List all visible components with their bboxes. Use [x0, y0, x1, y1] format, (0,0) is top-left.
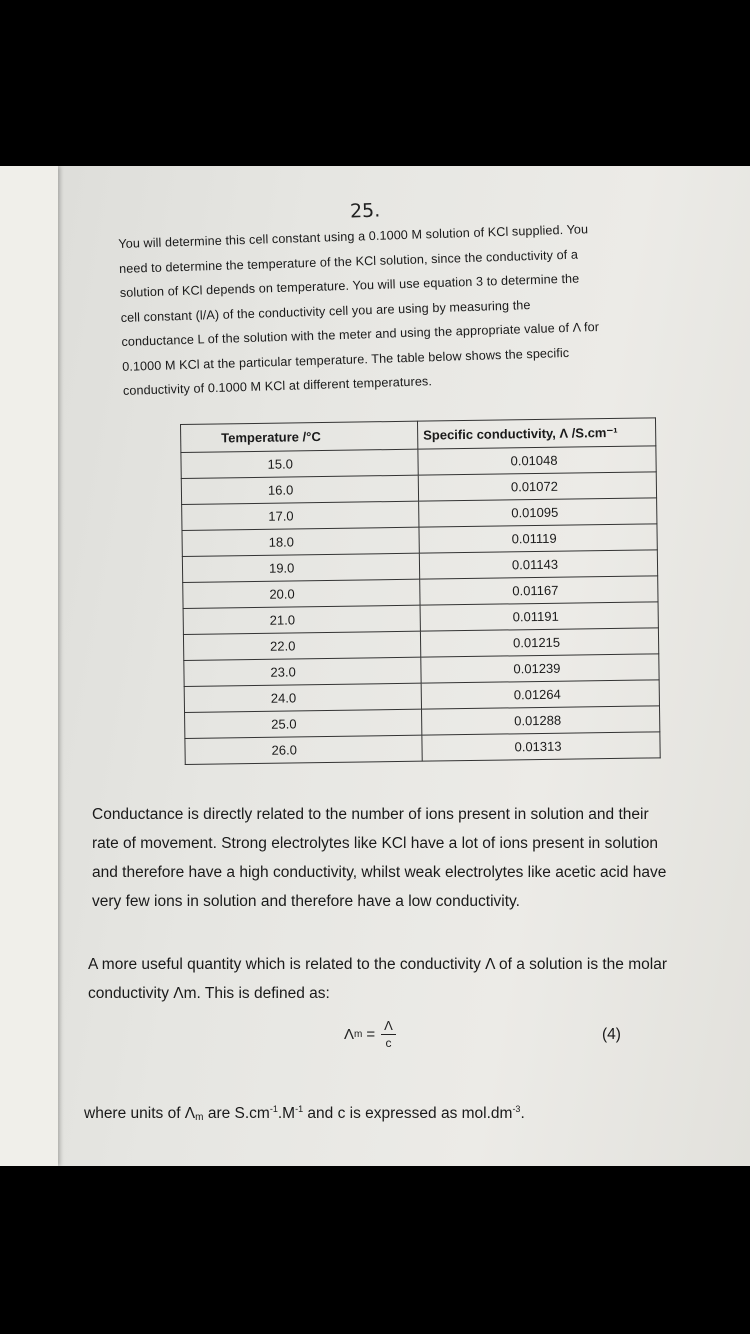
- conductivity-cell: 0.01288: [422, 706, 660, 735]
- conductivity-cell: 0.01143: [419, 550, 657, 579]
- conductivity-cell: 0.01048: [418, 446, 656, 475]
- header-specific-conductivity: Specific conductivity, Λ /S.cm⁻¹: [417, 418, 655, 449]
- units-subscript: m: [195, 1112, 204, 1124]
- paragraph-line: rate of movement. Strong electrolytes like KCl have a lot of ions present in solution: [92, 835, 659, 852]
- underlying-page-edge: [0, 166, 58, 1166]
- temperature-cell: 17.0: [182, 501, 419, 530]
- units-text: .: [520, 1105, 525, 1123]
- header-temperature: Temperature /°C: [181, 421, 418, 452]
- conductivity-cell: 0.01095: [419, 498, 657, 527]
- paragraph-line: Conductance is directly related to the number of ions present in solution and their: [92, 806, 649, 823]
- intro-line: cell constant (l/A) of the conductivity cell you are using by measuring the: [120, 297, 531, 325]
- conductivity-cell: 0.01239: [421, 654, 659, 683]
- conductivity-cell: 0.01119: [419, 524, 657, 553]
- equation-lhs: Λ: [344, 1026, 355, 1043]
- conductivity-table-wrapper: [180, 417, 661, 765]
- temperature-cell: 18.0: [182, 527, 419, 556]
- table-row: [185, 732, 660, 765]
- molar-conductivity-equation: [344, 1018, 396, 1051]
- intro-line: conductance L of the solution with the meter and using the appropriate value of Λ for: [121, 319, 600, 349]
- temperature-cell: 21.0: [183, 605, 420, 634]
- conductivity-cell: 0.01167: [420, 576, 658, 605]
- units-superscript: -3: [512, 1104, 521, 1114]
- temperature-cell: 22.0: [183, 631, 420, 660]
- conductance-paragraph: [92, 800, 732, 916]
- conductivity-cell: 0.01072: [418, 472, 656, 501]
- temperature-cell: 24.0: [184, 683, 421, 712]
- units-line: [84, 1104, 525, 1123]
- paragraph-line: A more useful quantity which is related to the conductivity Λ of a solution is the molar: [88, 956, 667, 973]
- equation-lhs-subscript: m: [354, 1029, 363, 1040]
- paragraph-line: and therefore have a high conductivity, whilst weak electrolytes like acetic acid have: [92, 864, 667, 881]
- equation-equals: =: [366, 1026, 376, 1043]
- equation-numerator: Λ: [381, 1018, 396, 1035]
- equation-number: (4): [602, 1026, 621, 1043]
- conductivity-table: [180, 417, 661, 765]
- units-text: where units of Λ: [84, 1105, 196, 1123]
- intro-line: 0.1000 M KCl at the particular temperature. The table below shows the specific: [122, 345, 570, 374]
- units-superscript: -1: [295, 1104, 304, 1114]
- units-superscript: -1: [269, 1104, 278, 1114]
- intro-line: solution of KCl depends on temperature. You will use equation 3 to determine the: [119, 271, 580, 300]
- temperature-cell: 20.0: [183, 579, 420, 608]
- page-number: 25.: [349, 199, 381, 223]
- intro-line: conductivity of 0.1000 M KCl at different temperatures.: [122, 374, 433, 398]
- conductivity-cell: 0.01313: [422, 732, 660, 761]
- units-text: are S.cm: [203, 1105, 270, 1123]
- paragraph-line: very few ions in solution and therefore have a low conductivity.: [92, 893, 520, 910]
- conductivity-cell: 0.01191: [420, 602, 658, 631]
- temperature-cell: 16.0: [181, 475, 418, 504]
- temperature-cell: 19.0: [182, 553, 419, 582]
- paragraph-line: conductivity Λm. This is defined as:: [88, 985, 330, 1002]
- molar-conductivity-paragraph: [88, 950, 728, 1008]
- temperature-cell: 26.0: [185, 735, 422, 764]
- temperature-cell: 25.0: [185, 709, 422, 738]
- conductivity-cell: 0.01264: [421, 680, 659, 709]
- intro-line: You will determine this cell constant using a 0.1000 M solution of KCl supplied. You: [118, 222, 589, 251]
- units-text: and c is expressed as mol.dm: [303, 1105, 513, 1123]
- intro-paragraph: [118, 214, 683, 403]
- conductivity-cell: 0.01215: [420, 628, 658, 657]
- intro-line: need to determine the temperature of the KCl solution, since the conductivity of a: [118, 247, 579, 276]
- temperature-cell: 23.0: [184, 657, 421, 686]
- units-text: .M: [277, 1105, 296, 1123]
- equation-denominator: c: [385, 1036, 392, 1050]
- document-page: [0, 166, 750, 1166]
- temperature-cell: 15.0: [181, 449, 418, 478]
- equation-fraction: [381, 1018, 396, 1051]
